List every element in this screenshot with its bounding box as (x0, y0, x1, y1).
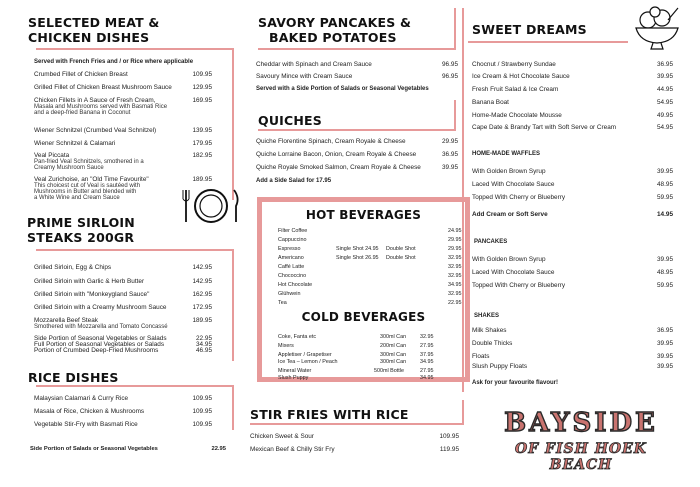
bev-price: 29.95 (448, 246, 462, 252)
bev-size: 300ml Can (380, 359, 407, 365)
bev-price: 29.95 (448, 237, 462, 243)
chicken-title-2: CHICKEN DISHES (28, 30, 150, 45)
bev-double-shot: Double Shot (386, 246, 416, 252)
ice-cream-icon (628, 6, 686, 52)
bev-name: Slush Puppy (278, 375, 309, 381)
sweet-title: SWEET DREAMS (472, 22, 587, 37)
divider (232, 385, 234, 430)
item-description: Pan-fried Veal Schnitzels, smothered in a (34, 159, 144, 165)
bev-name: Espresso (278, 246, 301, 252)
bev-price: 27.95 (420, 368, 434, 374)
bev-size: 200ml Can (380, 343, 407, 349)
pancakes-title-1: SAVORY PANCAKES & (258, 15, 412, 30)
divider (232, 249, 234, 361)
flavour-note: Ask for your favourite flavour! (472, 380, 559, 386)
bev-price: 27.95 (420, 343, 434, 349)
bev-name: Cappuccino (278, 237, 307, 243)
divider (258, 129, 456, 131)
divider (462, 8, 464, 392)
divider (36, 385, 234, 387)
bev-price: 34.95 (420, 375, 434, 381)
divider (36, 249, 234, 251)
pancakes-title-2: BAKED POTATOES (269, 30, 397, 45)
bev-name: Tea (278, 300, 287, 306)
bev-name: Americano (278, 255, 304, 261)
bev-price: 22.95 (448, 300, 462, 306)
sirloin-title-1: PRIME SIRLOIN (27, 215, 135, 230)
chicken-title-1: SELECTED MEAT & (28, 15, 160, 30)
bev-name: Caffé Latte (278, 264, 305, 270)
item-description: This choicest cut of Veal is sautéed with (34, 183, 141, 189)
divider (250, 423, 464, 425)
bev-name: Appletiser / Grapetiser (278, 352, 332, 358)
bev-size: 300ml Can (380, 334, 407, 340)
hot-beverages-title: HOT BEVERAGES (305, 208, 422, 222)
quiches-title: QUICHES (258, 113, 323, 128)
divider (36, 48, 234, 50)
bev-price: 32.95 (420, 334, 434, 340)
pancakes-sweet-title: PANCAKES (474, 239, 508, 245)
bev-size: 300ml Can (380, 352, 407, 358)
bayside-logo-subtitle: OF FISH HOEK BEACH (515, 441, 647, 473)
waffles-title: HOME-MADE WAFFLES (472, 151, 540, 157)
chicken-note: Served with French Fries and / or Rice where applicable (34, 59, 194, 65)
bev-size: 500ml Bottle (374, 368, 404, 374)
bev-double-shot: Double Shot (386, 255, 416, 261)
item-description: Creamy Mushroom Sauce (34, 165, 104, 171)
pancakes-note: Served with a Side Portion of Salads or Seasonal Vegetables (256, 86, 429, 92)
bev-single-shot: Single Shot 26.95 (336, 255, 379, 261)
item-description: and a deep-fried Banana in Coconut (34, 110, 131, 116)
divider (258, 48, 456, 50)
rice-title: RICE DISHES (28, 370, 119, 385)
cold-beverages-title: COLD BEVERAGES (301, 310, 426, 324)
divider (468, 41, 628, 43)
divider (232, 48, 234, 200)
item-description: Masala and Mushrooms served with Basmati Rice (34, 104, 168, 110)
item-description: Smothered with Mozzarella and Tomato Concassé (34, 324, 168, 330)
divider (454, 8, 456, 50)
bayside-logo: BAYSIDE (504, 408, 658, 438)
bev-name: Coke, Fanta etc (278, 334, 317, 340)
stirfry-title: STIR FRIES WITH RICE (250, 407, 409, 422)
bev-price: 34.95 (448, 282, 462, 288)
divider (462, 400, 464, 425)
item-description: Mushrooms in Butter and blended with (34, 189, 137, 195)
bev-name: Mixers (278, 343, 294, 349)
quiches-note: Add a Side Salad for 17.95 (256, 178, 332, 184)
bev-price: 32.95 (448, 291, 462, 297)
bev-name: Chococcino (278, 273, 307, 279)
bev-name: Glühwein (278, 291, 301, 297)
divider (454, 100, 456, 131)
sirloin-title-2: STEAKS 200GR (27, 230, 135, 245)
bev-name: Hot Chocolate (278, 282, 313, 288)
plate-cutlery-icon (176, 186, 246, 226)
bev-price: 34.95 (420, 359, 434, 365)
bev-single-shot: Single Shot 24.95 (336, 246, 379, 252)
shakes-title: SHAKES (474, 313, 500, 319)
bev-name: Ice Tea – Lemon / Peach (278, 359, 338, 365)
bev-name: Mineral Water (278, 368, 312, 374)
bev-price: 37.95 (420, 352, 434, 358)
bev-name: Filter Coffee (278, 228, 308, 234)
bev-price: 32.95 (448, 255, 462, 261)
bev-price: 32.95 (448, 273, 462, 279)
bev-price: 32.95 (448, 264, 462, 270)
bev-price: 24.95 (448, 228, 462, 234)
item-description: a White Wine and Cream Sauce (34, 195, 120, 201)
